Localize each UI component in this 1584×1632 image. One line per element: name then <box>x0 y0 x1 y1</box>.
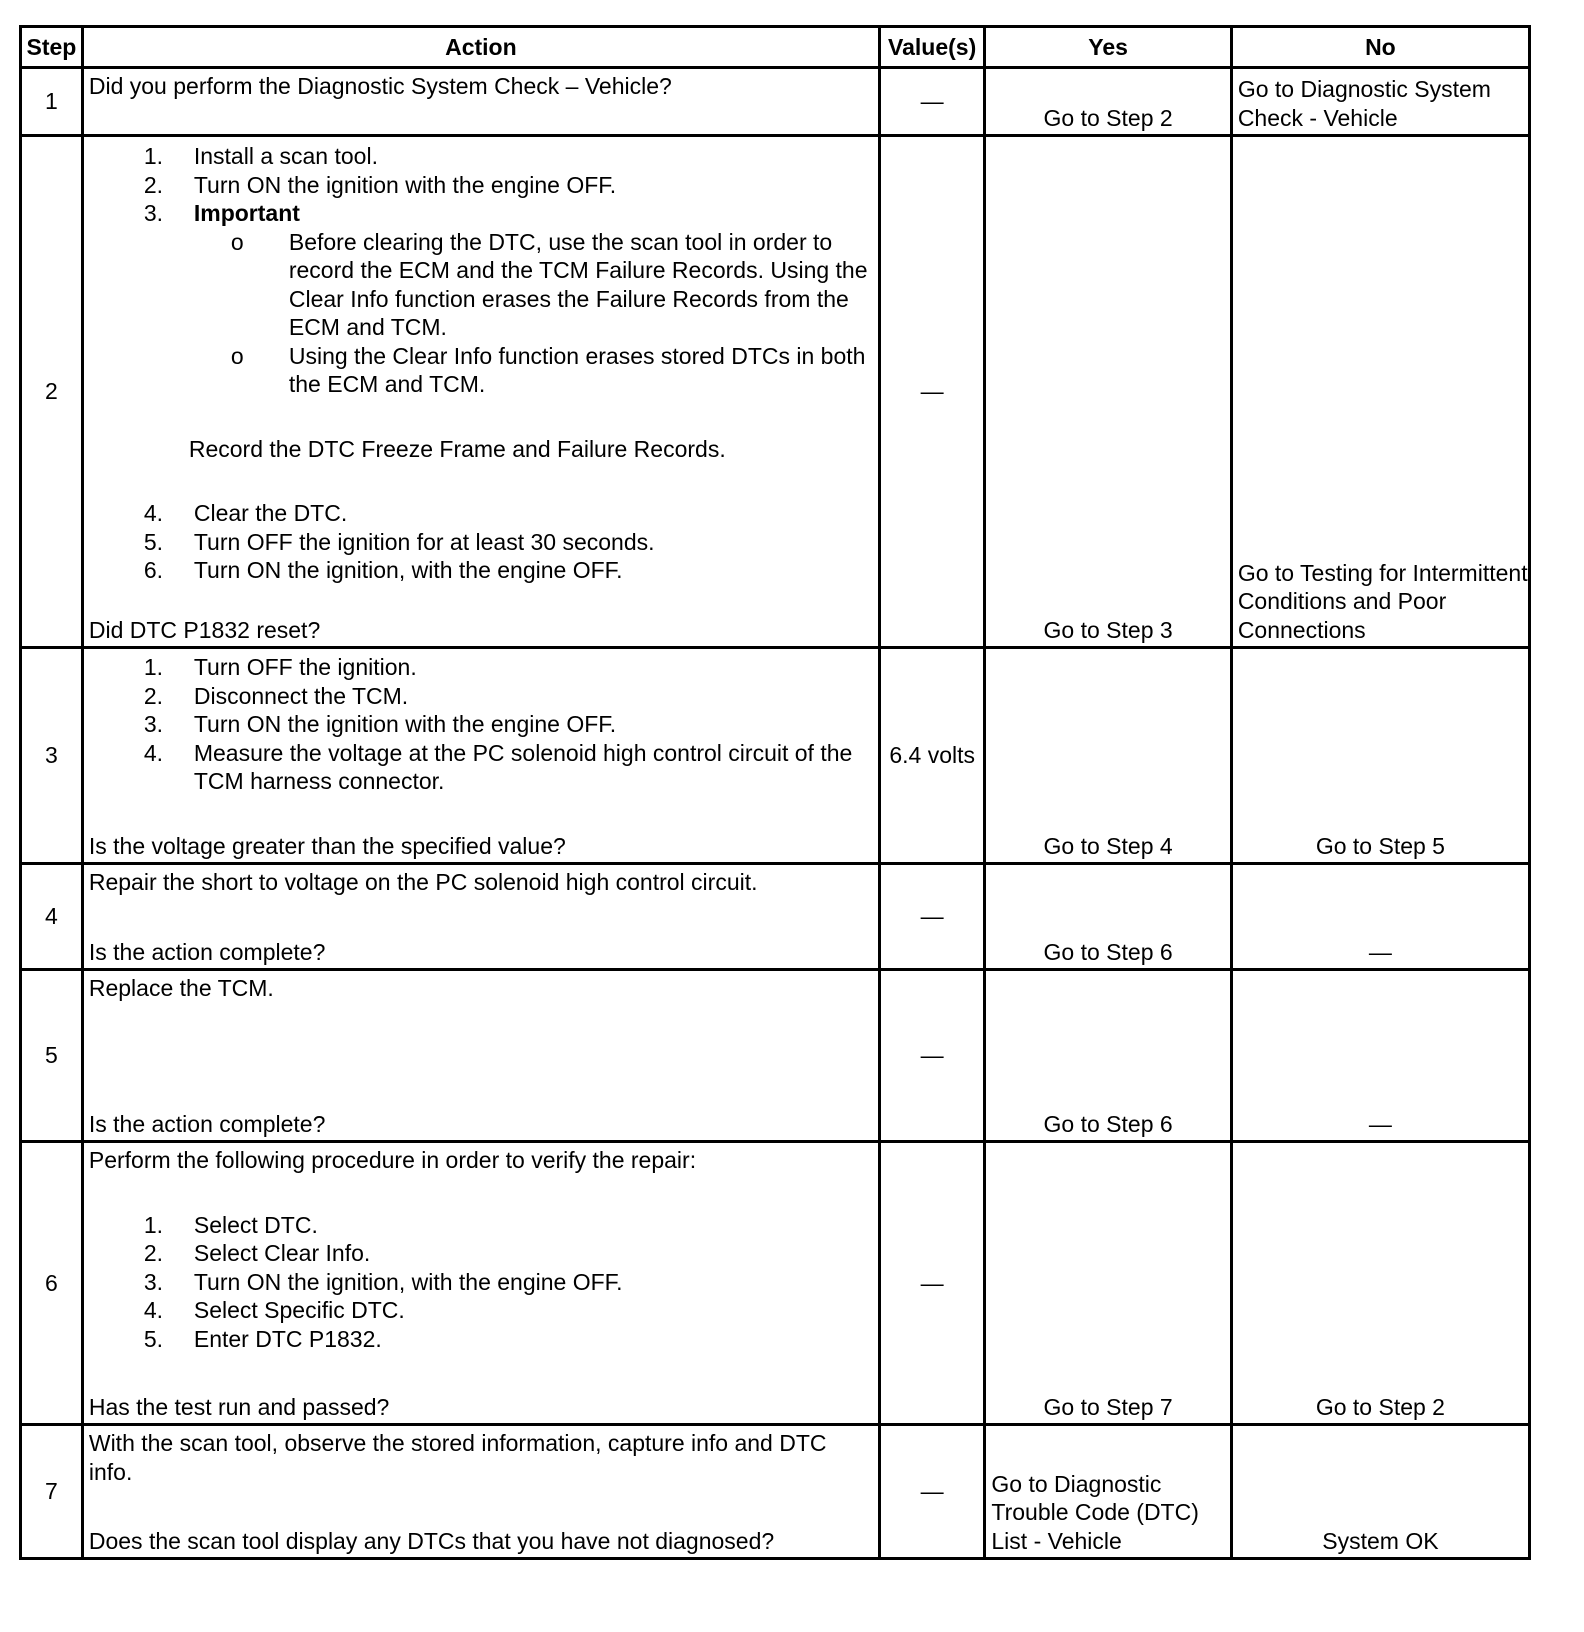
step-number: 5 <box>21 970 83 1142</box>
step-number: 1 <box>21 68 83 136</box>
table-row <box>21 136 1530 648</box>
action-text: Replace the TCM. <box>88 975 274 1001</box>
note-text: Record the DTC Freeze Frame and Failure Records. <box>188 435 726 462</box>
question-text: Has the test run and passed? <box>88 1393 390 1420</box>
table-row <box>21 1425 1530 1559</box>
value-cell: — <box>879 970 984 1142</box>
header-row <box>21 27 1530 68</box>
action-text: Perform the following procedure in order to verify the repair: <box>88 1147 697 1173</box>
step-number: 6 <box>21 1142 83 1425</box>
value-cell: — <box>879 68 984 136</box>
action-cell <box>82 648 879 864</box>
question-text: Is the voltage greater than the specified value? <box>88 832 566 859</box>
action-cell <box>82 68 879 136</box>
yes-cell: Go to Step 7 <box>985 1142 1231 1425</box>
table-row <box>21 648 1530 864</box>
no-cell: — <box>1231 864 1529 970</box>
list-item: 2. Turn ON the ignition with the engine OFF. <box>143 171 617 198</box>
list-item: 1. Turn OFF the ignition. <box>143 654 417 680</box>
header-step: Step <box>21 27 83 68</box>
list-item: 3. Important <box>143 200 300 226</box>
yes-cell: Go to Step 2 <box>985 68 1231 136</box>
question-text: Did DTC P1832 reset? <box>88 616 321 643</box>
value-cell: — <box>879 864 984 970</box>
bullet-item: o Before clearing the DTC, use the scan tool in order to record the ECM and the TCM Failure Records. Using the Clear Info function erases the Failure Records from the ECM and TCM. <box>230 228 868 340</box>
yes-cell: Go to Diagnostic Trouble Code (DTC) List - Vehicle <box>985 1425 1231 1559</box>
bullet-item: o Using the Clear Info function erases stored DTCs in both the ECM and TCM. <box>230 342 866 397</box>
action-text: With the scan tool, observe the stored information, capture info and DTC info. <box>88 1430 827 1485</box>
value-cell: — <box>879 1142 984 1425</box>
no-cell: Go to Diagnostic System Check - Vehicle <box>1231 68 1529 136</box>
header-action: Action <box>82 27 879 68</box>
diagnostic-table <box>19 25 1531 1560</box>
table-row <box>21 1142 1530 1425</box>
list-item: 5. Turn OFF the ignition for at least 30 seconds. <box>143 528 655 555</box>
list-item: 1. Install a scan tool. <box>143 143 378 169</box>
action-text: Did you perform the Diagnostic System Check – Vehicle? <box>88 73 672 99</box>
no-cell: System OK <box>1231 1425 1529 1559</box>
table-row <box>21 970 1530 1142</box>
list-item: 1. Select DTC. <box>143 1211 318 1238</box>
action-cell <box>82 864 879 970</box>
list-item: 4. Select Specific DTC. <box>143 1297 405 1323</box>
yes-cell: Go to Step 3 <box>985 136 1231 648</box>
header-no: No <box>1231 27 1529 68</box>
yes-cell: Go to Step 6 <box>985 970 1231 1142</box>
no-cell: Go to Step 2 <box>1231 1142 1529 1425</box>
table-row <box>21 864 1530 970</box>
value-cell: — <box>879 1425 984 1559</box>
list-item: 3. Turn ON the ignition, with the engine OFF. <box>143 1268 623 1295</box>
value-cell: — <box>879 136 984 648</box>
action-cell <box>82 1425 879 1559</box>
yes-cell: Go to Step 4 <box>985 648 1231 864</box>
action-cell <box>82 970 879 1142</box>
value-cell: 6.4 volts <box>879 648 984 864</box>
list-item: 3. Turn ON the ignition with the engine OFF. <box>143 711 617 737</box>
list-item: 5. Enter DTC P1832. <box>143 1325 382 1352</box>
question-text: Is the action complete? <box>88 1110 326 1137</box>
list-item: 4. Measure the voltage at the PC solenoid high control circuit of the TCM harness connector. <box>143 739 853 794</box>
action-cell <box>82 1142 879 1425</box>
no-cell: Go to Testing for Intermittent Conditions and Poor Connections <box>1231 136 1529 648</box>
list-item: 4. Clear the DTC. <box>143 500 348 526</box>
action-text: Repair the short to voltage on the PC solenoid high control circuit. <box>88 869 758 895</box>
header-yes: Yes <box>985 27 1231 68</box>
action-cell <box>82 136 879 648</box>
table-row <box>21 68 1530 136</box>
step-number: 7 <box>21 1425 83 1559</box>
question-text: Does the scan tool display any DTCs that you have not diagnosed? <box>88 1527 775 1554</box>
step-number: 2 <box>21 136 83 648</box>
list-item: 2. Disconnect the TCM. <box>143 682 409 709</box>
header-values: Value(s) <box>879 27 984 68</box>
step-number: 3 <box>21 648 83 864</box>
no-cell: Go to Step 5 <box>1231 648 1529 864</box>
question-text: Is the action complete? <box>88 938 326 965</box>
no-cell: — <box>1231 970 1529 1142</box>
important-label: Important <box>193 200 300 226</box>
yes-cell: Go to Step 6 <box>985 864 1231 970</box>
list-item: 6. Turn ON the ignition, with the engine OFF. <box>143 557 623 583</box>
step-number: 4 <box>21 864 83 970</box>
list-item: 2. Select Clear Info. <box>143 1240 371 1266</box>
